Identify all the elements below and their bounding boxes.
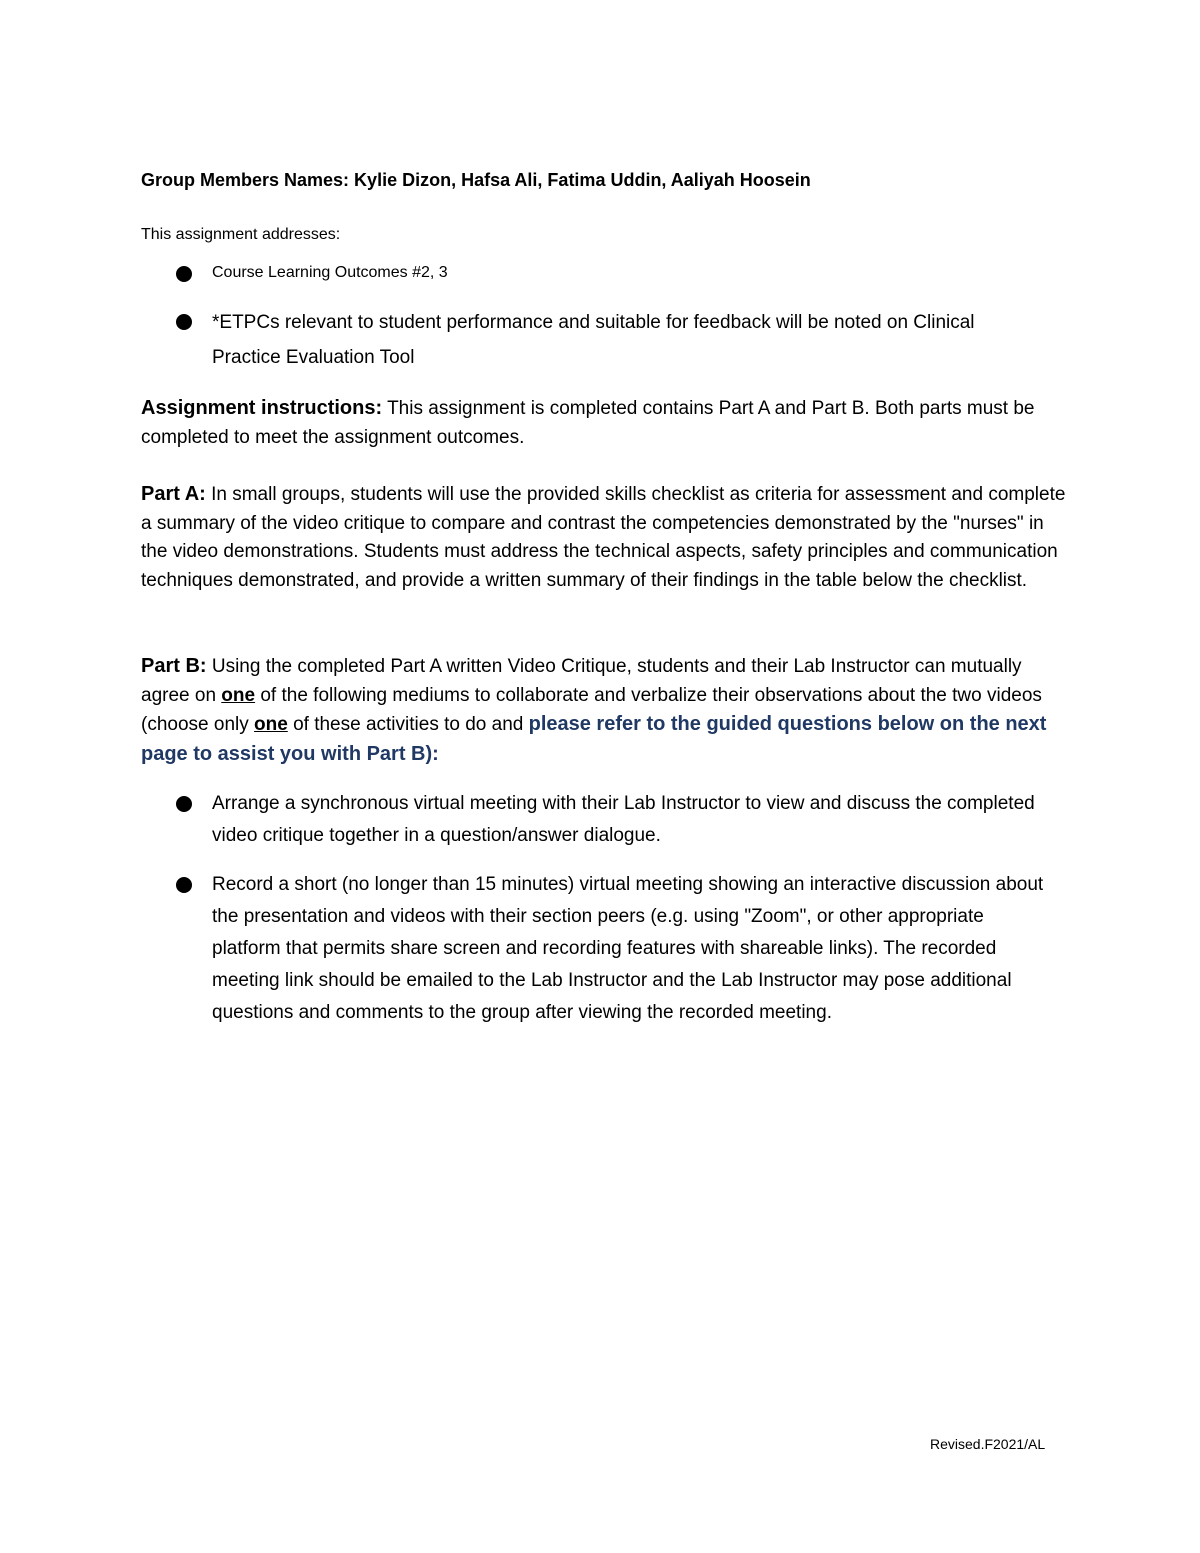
- part-b-label: Part B:: [141, 655, 207, 677]
- group-members-names: Group Members Names: Kylie Dizon, Hafsa Ali, Fatima Uddin, Aaliyah Hoosein: [141, 170, 811, 190]
- bullet-icon: [176, 266, 192, 282]
- part-b-highlight: please refer to the guided questions below on the next page to assist you with Part B):: [141, 713, 1047, 765]
- assignment-addresses-intro: This assignment addresses:: [141, 226, 341, 243]
- part-a-text: In small groups, students will use the provided skills checklist as criteria for assessment and complete a summary of the video critique to compare and contrast the competencies demonstrated by the "nurses" in the video demonstrations. Students must address the technical aspects, safety principles and communication techniques demonstrated, and provide a written summary of their findings in the table below the checklist.: [141, 484, 1066, 591]
- list-item: [176, 305, 1032, 375]
- part-a-paragraph: [141, 480, 1071, 595]
- instructions-text: This assignment is completed contains Part A and Part B. Both parts must be completed to meet the assignment outcomes.: [141, 398, 1035, 448]
- outcomes-list: [176, 262, 1076, 375]
- bullet-icon: [176, 877, 192, 893]
- part-b-text-1: Using the completed Part A written Video Critique, students and their Lab Instructor can mutually agree on: [141, 656, 1022, 706]
- part-b-text-2: of the following mediums to collaborate and verbalize their observations about the two videos (choose only: [141, 684, 1042, 735]
- bullet-icon: [176, 314, 192, 330]
- list-item: [176, 262, 1076, 284]
- part-b-emphasis-2: one: [254, 714, 288, 735]
- list-item-text: *ETPCs relevant to student performance and suitable for feedback will be noted on Clinical Practice Evaluation Tool: [212, 312, 975, 368]
- part-b-paragraph: [141, 652, 1071, 769]
- list-item: [176, 788, 1056, 852]
- bullet-icon: [176, 796, 192, 812]
- assignment-instructions: [141, 394, 1071, 452]
- list-item-text: Record a short (no longer than 15 minutes) virtual meeting showing an interactive discussion about the presentation and videos with their section peers (e.g. using "Zoom", or other appropriate platform that permits share screen and recording features with shareable links). The recorded meeting link should be emailed to the Lab Instructor and the Lab Instructor may pose additional questions and comments to the group after viewing the recorded meeting.: [212, 874, 1044, 1023]
- meeting-options-list: [176, 788, 1056, 1029]
- list-item: [176, 869, 1056, 1029]
- list-item-text: Arrange a synchronous virtual meeting with their Lab Instructor to view and discuss the completed video critique together in a question/answer dialogue.: [212, 793, 1035, 846]
- instructions-label: Assignment instructions:: [141, 397, 383, 419]
- revision-footer: Revised.F2021/AL: [930, 1436, 1046, 1452]
- part-b-text-3: of these activities to do and: [287, 714, 529, 735]
- part-a-label: Part A:: [141, 483, 206, 505]
- part-b-emphasis-1: one: [221, 684, 256, 706]
- list-item-text: Course Learning Outcomes #2, 3: [212, 264, 448, 281]
